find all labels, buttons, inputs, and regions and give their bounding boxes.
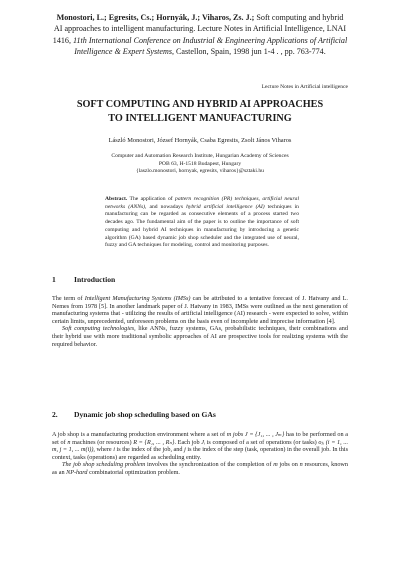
introduction-body bbox=[52, 295, 348, 348]
paragraph-text: combinatorial optimization problem. bbox=[87, 468, 180, 476]
section-heading-scheduling bbox=[52, 410, 216, 419]
paper-authors: László Monostori, József Hornyák, Csaba Egresits, Zsolt János Viharos bbox=[108, 137, 292, 144]
paragraph-emphasis: j bbox=[184, 446, 186, 454]
paragraph-text: resources, known as an bbox=[52, 461, 348, 476]
citation-title: Soft computing and hybrid AI approaches to intelligent manufacturing. bbox=[53, 13, 344, 34]
section-number: 1 bbox=[52, 275, 56, 284]
running-head: Lecture Notes in Artificial intelligence bbox=[261, 84, 348, 90]
section-title: Introduction bbox=[74, 275, 116, 284]
paper-title-line-1: SOFT COMPUTING AND HYBRID AI APPROACHES bbox=[76, 99, 324, 110]
abstract-label: Abstract. bbox=[105, 196, 128, 202]
paragraph-text: is the index of the step (task, operation) in the overall job. In this context, tasks (operations) are regarded as scheduling entity. bbox=[52, 446, 348, 461]
paragraph-text: is the index of the job, and bbox=[114, 446, 185, 454]
citation-authors: Monostori, L.; Egresits, Cs.; Hornyák, J.; Viharos, Zs. J.; bbox=[56, 13, 255, 22]
citation-series: Lecture Notes in Artificial Intelligence, LNAI 1416, bbox=[52, 24, 347, 45]
section-heading-introduction bbox=[52, 275, 115, 284]
citation-conference: 11th International Conference on Industrial & Engineering Applications of Artificial Intelligence & Expert Systems bbox=[73, 35, 348, 57]
abstract-emphasis: pattern recognition (PR) techniques, artificial neural networks (ANNs) bbox=[105, 196, 299, 210]
abstract-text: techniques in manufacturing can be regarded as consecutive elements of a process started two decades ago. The fundamental aim of the paper is to outline the importance of soft computing and hybrid AI techniques in manufacturing by introducing a genetic algorithm (GA) based dynamic job shop scheduler and the integrated use of neural, fuzzy and GA techniques for modeling, control and monitoring purposes. bbox=[105, 203, 299, 249]
paragraph-emphasis: The job shop scheduling problem bbox=[62, 461, 146, 469]
paragraph-text: , like ANNs, fuzzy systems, GAs, probabilistic techniques, their combinations and their hybrid use with more traditional symbolic approaches of AI are prospective tools for realizing systems with the required behavior. bbox=[52, 325, 348, 348]
paragraph-emphasis: i bbox=[113, 446, 115, 454]
paragraph-text: machines (or resources) bbox=[70, 438, 134, 446]
paragraph bbox=[52, 295, 348, 325]
paragraph-text: , where bbox=[93, 446, 114, 454]
paragraph-text: jobs on bbox=[277, 461, 300, 469]
paragraph-emphasis: Soft computing technologies bbox=[62, 325, 135, 333]
paragraph-emphasis: n bbox=[67, 438, 71, 446]
section-title: Dynamic job shop scheduling based on GAs bbox=[74, 410, 216, 419]
abstract bbox=[105, 196, 299, 250]
paragraph-emphasis: m jobs J = {J₁, ... , Jₘ} bbox=[226, 431, 285, 438]
citation-location: , Castellon, Spain, 1998 jun 1-4 . , pp. 763-774. bbox=[171, 47, 326, 57]
paragraph bbox=[52, 431, 348, 461]
section-number: 2. bbox=[52, 410, 58, 419]
paragraph-emphasis: oⱼᵢ (i = 1, ... m, j = 1, ... m(i)) bbox=[52, 438, 349, 454]
paragraph-emphasis: Jᵢ bbox=[201, 438, 206, 446]
affiliation-address: POB 63, H-1518 Budapest, Hungary bbox=[158, 160, 242, 167]
abstract-text: , and nowadays bbox=[145, 203, 187, 210]
paragraph bbox=[52, 461, 348, 476]
abstract-emphasis: hybrid artificial intelligence (AI) bbox=[186, 203, 265, 210]
paragraph-text: involves the synchronization of the completion of bbox=[145, 461, 274, 469]
paragraph-emphasis: m bbox=[273, 461, 278, 469]
paper-title-line-2: TO INTELLIGENT MANUFACTURING bbox=[108, 112, 292, 124]
affiliation bbox=[52, 153, 348, 176]
affiliation-emails: {laszlo.monostori, hornyak, egresits, viharos}@sztaki.hu bbox=[136, 168, 264, 174]
paragraph-emphasis: R = {R₁, ... , Rₙ} bbox=[133, 438, 175, 446]
citation-header bbox=[52, 12, 348, 58]
paper-title bbox=[52, 98, 348, 125]
paragraph-text: is composed of a set of operations (or tasks) bbox=[205, 438, 319, 446]
paragraph-text: The term of bbox=[52, 295, 85, 302]
affiliation-institute: Computer and Automation Research Institute, Hungarian Academy of Sciences bbox=[111, 153, 289, 159]
paragraph-text: can be attributed to a tentative forecast of J. Hatvany and L. Nemes from 1978 [5]. In another landmark paper of J. Hatvany in 1983, IMSs were outlined as the next generation of manufacturing systems that - utilizing the results of artificial intelligence (AI) research - were expected to solve, within certain limits, unprecedented, unforeseen problems on the basis even of incomplete and imprecise information [4]. bbox=[52, 295, 348, 325]
paragraph-emphasis: n bbox=[299, 461, 303, 469]
scheduling-body bbox=[52, 431, 348, 477]
paragraph-emphasis: NP-hard bbox=[66, 468, 88, 476]
paragraph-text: A job shop is a manufacturing production environment where a set of bbox=[52, 431, 227, 438]
paragraph bbox=[52, 325, 348, 348]
paragraph-text: has to be performed on a set of bbox=[52, 431, 348, 446]
paragraph-emphasis: Intelligent Manufacturing Systems (IMSs) bbox=[84, 295, 191, 302]
paragraph-text: . Each job bbox=[174, 438, 202, 446]
abstract-text: The application of bbox=[127, 196, 176, 202]
